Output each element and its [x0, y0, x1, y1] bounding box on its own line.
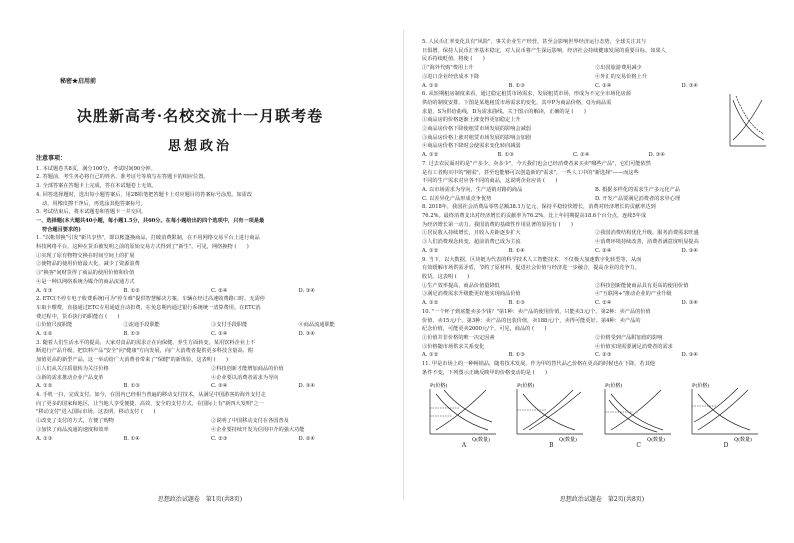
q1-line: 1. "以帐带换"引发"新共享热"，即以帐篷换商品，打破消费限制，在不用网络交易平台上进行商品: [36, 235, 260, 242]
choice-a[interactable]: A. ①②: [36, 383, 53, 390]
q3-line: 3. 随着人们生活水平的提高，大家对食品的需求正在向保健、养生方面转变。某用饮料企业上不: [36, 339, 256, 346]
option: ①人们从关注质量转为关注价格: [36, 365, 109, 372]
q9-options: [422, 282, 768, 299]
choice-b[interactable]: B. ①③: [123, 331, 140, 338]
note-line: 3. 全部答案在答题卡上完成，答在本试题卷上无效。: [36, 183, 157, 190]
option: ④消费环境持续改善，消费者满意度明显提高: [595, 239, 699, 246]
subject-title: 思想政治: [167, 139, 232, 154]
option: ④商品房价格下降时会使需求变化转向减弱: [422, 143, 521, 150]
q7-line: 是有工者购买中的"刚需"，甚至也能够可以创造新的"需求"，一些人工中的"新选择"——而这些: [422, 169, 639, 176]
graph-label: A: [461, 442, 467, 450]
q3-choices: [36, 382, 386, 391]
choice-c[interactable]: C. ②④: [595, 300, 612, 307]
q4-options: [36, 417, 386, 434]
q11-graphs: [422, 380, 768, 451]
q9-choices: [422, 299, 768, 308]
q10-line: 价值，卖15元/个。第3种：卖产品的包装价值，卖188元/个，卖得可能更好。第4种：卖产品的: [422, 317, 641, 324]
choice-d[interactable]: D. ③④: [298, 383, 316, 390]
choice-d[interactable]: D. ③④: [681, 300, 699, 307]
q7-line: 不同的生产需求对应各不同的商品，这说明企业应该 ( ): [422, 178, 558, 185]
q2-line: 车取卡缴费，直接通过ETC专用通道自动扣费，在免息期内通过银行系统统一清算费用。在ETC消: [36, 304, 261, 311]
choice-b[interactable]: B. 根据多样化的需求生产多元化产品: [595, 186, 680, 193]
q8-line: 76.2%。最终消费支出对经济增长的贡献率为76.2%，比上年同期提高18.6个百分点，连续5年成: [422, 213, 647, 220]
graph-ylabel: P(价格): [517, 383, 535, 390]
q1-option: ②使物品的使用价值最大化，减少了资源浪费: [36, 261, 140, 268]
q6-text: [422, 90, 724, 160]
page-1-body: [36, 155, 386, 443]
q11-line: 条件不变，下列图示正确反映甲的价格变动的是 ( ): [422, 369, 548, 376]
q1-option: ③"换客"间财货得了商品的使用价值和价值: [36, 270, 135, 277]
q6-choices: [422, 151, 724, 160]
q6-block: [422, 90, 768, 160]
q4-line: 向了更多的国家和地区，让当地人享受便捷、高效、安全的支付方式，在国际上有"新四大发明"之一: [36, 400, 264, 407]
note-line: 4. 回答选择题时，选出每小题答案后，用2B铅笔把答题卡上对应题目的答案标号涂黑。如需改: [36, 191, 253, 198]
option: ④商品流通职能: [298, 322, 335, 329]
choice-a[interactable]: A. 以市场需求为导向，生产适销对路的商品: [422, 186, 523, 193]
choice-b[interactable]: B. ①③: [508, 352, 525, 359]
choice-a[interactable]: A. ①②: [36, 331, 53, 338]
option: ①价值尺度职能: [36, 322, 73, 329]
graph-d[interactable]: [684, 380, 768, 451]
q5-line: 5. 人民币汇率变化具有"风险"，事关企业生产经营，甚至会影响世界经济运行态势，全球关注其与: [422, 39, 647, 45]
option: ③支付手段职能: [211, 322, 248, 329]
choice-c[interactable]: C. ②④: [211, 287, 228, 294]
choice-c[interactable]: C. 以差异化产品形成竞争优势: [422, 195, 492, 202]
q7-line: 7. 过去农民面对的是"产多少、卖多少"，今天我们也会已经消费者来买卖"哪些产品"，它们可能依然: [422, 160, 651, 167]
choice-a[interactable]: A. ①③: [36, 287, 53, 294]
secret-mark: 秘密★启用前: [60, 78, 97, 85]
section-heading-cont: 符合题目要求的): [42, 226, 81, 233]
choice-a[interactable]: A. ①③: [36, 435, 53, 442]
q8-line: 8. 2018年，我国社会消费品零售总额38.1万亿元，保持平稳较快增长，消费对经济增长的贡献率达到: [422, 204, 656, 211]
choice-c[interactable]: C. ②④: [211, 331, 228, 338]
q10-line: 10. "一个杯子到底能卖多少钱？"第1种：卖产品的使用价值，只能卖3元/个。第2种：卖产品的价值: [422, 308, 651, 315]
choice-d[interactable]: D. ③④: [681, 352, 699, 359]
choice-b[interactable]: B. ①③: [123, 383, 140, 390]
option: ①居民收入持续增长，且收入差距逐步扩大: [422, 230, 521, 237]
option: ①生产效率提高，商品价值量降低: [422, 282, 500, 289]
note-line: 动，用橡皮擦干净后，再选涂其他答案标号。: [42, 200, 146, 207]
option: ③加快了商品流通的速度和效率: [36, 426, 109, 433]
page-2-body: [422, 38, 768, 451]
choice-d[interactable]: D. ②④: [298, 435, 316, 442]
q5-options: [422, 64, 768, 81]
option: ④企业要持续开发为信用中介的强大功能: [211, 426, 305, 433]
q1-option: ①实现了原有物物交换在时间空间上的扩展: [36, 252, 135, 259]
price-quantity-graph: [597, 380, 681, 442]
choice-b[interactable]: B. ①④: [508, 247, 525, 254]
q3-options: [36, 365, 386, 382]
notes-heading: 注意事项：: [36, 155, 67, 162]
q6-line: 供给的制度安排。下图是某地租赁市场需求的变化，其中P为商品价格，Q为商品需: [422, 99, 612, 106]
choice-d[interactable]: D. ③④: [681, 247, 699, 254]
option: ③价格随市场供求关系变化: [422, 343, 485, 350]
q5-choices: [422, 82, 768, 91]
note-line: 5. 考试结束后，将本试题卷和答题卡一并交回。: [36, 209, 147, 216]
q4-line: 4. 手机一扫，完成支付。如今，在国内已经相当普遍的移动支付技术，从满足中国游客的海外支付走: [36, 391, 266, 398]
q3-line: 加值更高的新型产品，这一举动给广大消费者带来了"保健"的新体验。这表明 ( ): [36, 357, 229, 364]
note-line: 1. 本试题卷共8页，满分100分，考试时间90分钟。: [36, 165, 156, 172]
option: ②科技创新能使商品具有更高的使用价值: [595, 282, 689, 289]
q1-choices: [36, 287, 386, 296]
graph-xlabel: Q(数量): [559, 437, 578, 443]
q6-supply-demand-graph: [724, 90, 768, 152]
q2-options: [36, 321, 386, 330]
choice-d[interactable]: D. 开发产品要满足消费者的求异心理: [595, 195, 681, 202]
page-1-footer: 思想政治试题卷 第1页(共8页): [157, 496, 243, 503]
page-2-footer: 思想政治试题卷 第2页(共8页): [559, 496, 645, 503]
choice-b[interactable]: B. ①③: [497, 152, 514, 159]
option: ②科技创新才能增加商品的价值: [211, 365, 284, 372]
q11-line: 11. 甲是市场上的一种畅销品，随着技术发展，作为甲的替代品乙价格在更高的时候也在下降。若其他: [422, 361, 655, 368]
graph-ylabel: P(价格): [604, 383, 622, 390]
choice-a[interactable]: A. ①②: [422, 152, 439, 159]
q2-line: 2. ETC(不停车电子收费系统)可为"停车难"提供智慧解决方案。车辆在经过高速收费路口时，无需停: [36, 296, 265, 303]
option: ②流通手段职能: [123, 322, 160, 329]
option: ②我国消费结构优化升级，服务消费需求旺盛: [595, 230, 699, 237]
q1-option: ④是一种以网络系统为媒介的商品流通方式: [36, 278, 135, 285]
choice-d[interactable]: D. ③④: [298, 331, 316, 338]
graph-label: C: [636, 442, 641, 450]
q6-line: 求量，S为供给曲线，D为需求曲线。关于图示的解读，正确的是 ( ): [422, 108, 586, 115]
graph-b[interactable]: [509, 380, 593, 451]
graph-label: B: [549, 442, 554, 450]
q8-choices: [422, 247, 768, 256]
option: ①改变了支付的方式，方便了购物: [36, 418, 114, 425]
q8-line: 为经济增长第一动力。我国消费的基础性作用显著的原因有 ( ): [422, 221, 573, 228]
option: ①价值并非价格的唯一决定因素: [422, 334, 495, 341]
option: ①商品房的价格逐渐上涨变得更加稳定上升: [422, 117, 521, 124]
option: ②商品房价格下降使租赁市场发展的影响会减弱: [422, 126, 531, 133]
option: ④企业要以消费者需求为导向: [211, 374, 279, 381]
q4-line: "移动支付"进入国际市场。这表明，移动支付 ( ): [36, 409, 156, 416]
graph-ylabel: P(价格): [430, 383, 448, 390]
page-fold: [403, 30, 404, 500]
q4-choices: [36, 435, 386, 444]
option: ②价格受到产品附加值的影响: [595, 334, 663, 341]
choice-d[interactable]: D. ③④: [298, 287, 316, 294]
choice-c[interactable]: C. ②③: [211, 435, 228, 442]
option: ③新的需求推动企业产品变革: [36, 374, 104, 381]
graph-c[interactable]: [597, 380, 681, 451]
choice-c[interactable]: C. ②④: [211, 383, 228, 390]
note-line: 2. 答题前，考生务必将自己的姓名、准考证号等填写在答题卡的相应位置。: [36, 174, 209, 181]
choice-c[interactable]: C. ①④: [595, 82, 612, 89]
option: ③进口企业经营成本下降: [422, 73, 480, 80]
choice-c[interactable]: C. ②④: [595, 247, 612, 254]
q8-options: [422, 229, 768, 246]
choice-b[interactable]: B. ①③: [508, 82, 525, 89]
choice-b[interactable]: B. ①④: [123, 435, 140, 442]
choice-b[interactable]: B. ①③: [508, 300, 525, 307]
choice-a[interactable]: A. ①②: [422, 82, 439, 89]
option: ④价值实现需要满足消费者的需求: [595, 343, 673, 350]
choice-d[interactable]: D. ③④: [648, 152, 666, 159]
choice-a[interactable]: A. ①②: [422, 352, 439, 359]
choice-a[interactable]: A. ①②: [422, 300, 439, 307]
price-quantity-graph: [422, 380, 506, 442]
option: ②说明了中国移动支付在各国普及: [211, 418, 289, 425]
q3-line: 断进行产品升级，把饮料产品"安全"向"健康"方向发展，向广大消费者提供更多科技含量高、附: [36, 348, 254, 355]
choice-b[interactable]: B. ①②: [123, 287, 140, 294]
page-2: [410, 0, 794, 543]
q9-line: 有效缓解市场供需矛盾，节约了原材料，促进社会价值与经济进一步融合，提高企业的竞争力。: [422, 265, 640, 272]
price-quantity-graph: [684, 380, 768, 442]
option: ③满足消费需求升级能更好地实现商品价值: [422, 291, 521, 298]
option: ④外汇的交易价格上升: [595, 73, 647, 80]
graph-xlabel: Q(数量): [646, 437, 665, 443]
q10-line: 纪念价值，可能更卖2000元/个。可见，商品的 ( ): [422, 326, 547, 333]
q9-line: 9. 当下，以大数据、区块链为代表的科学技术人工智能技术、不仅极大加速数字化转型等，从而: [422, 256, 642, 263]
q5-line: 民币持续贬值，将使 ( ): [422, 56, 485, 63]
q7-choices: [422, 186, 768, 203]
option: ④"互联网+"推动企业的产业升级: [595, 291, 672, 298]
choice-a[interactable]: A. ①②: [422, 247, 439, 254]
graph-label: D: [723, 442, 729, 450]
option: ③人们消费观念转变，超前消费已成为主流: [422, 239, 521, 246]
section-heading: 一、选择题(本大题共40小题，每小题1.5分，共60分。在每小题给出的四个选项中，只有一项是最: [36, 217, 265, 224]
q9-line: 收货。这表明 ( ): [422, 273, 470, 280]
q10-options: [422, 334, 768, 351]
choice-d[interactable]: D. ③④: [681, 82, 699, 89]
exam-title: 决胜新高考·名校交流十一月联考卷: [76, 107, 324, 125]
q10-choices: [422, 351, 768, 360]
q6-line: 6. 从短期租房制度来看，通过稳定租赁市场需求，发展租赁市场，形成为不完全市场化房源: [422, 91, 631, 98]
q5-line: 日俱增。保持人民币汇率基本稳定，对人民币将产生深远影响，经济社会持续健康发展的重要目标。如果人: [422, 47, 666, 54]
graph-xlabel: Q(数量): [472, 437, 491, 443]
choice-c[interactable]: C. ②③: [595, 352, 612, 359]
choice-c[interactable]: C. ②④: [573, 152, 590, 159]
graph-ylabel: P(价格): [691, 383, 710, 390]
option: ②出国旅游费用减少: [595, 65, 642, 72]
q2-line: 费过程中，货币执行的职能有 ( ): [36, 313, 120, 320]
graph-xlabel: Q(数量): [733, 437, 752, 443]
graph-a[interactable]: [422, 380, 506, 451]
q2-choices: [36, 330, 386, 339]
q1-line: 科技网络平台，这种在货币被发明之前的原始交易方式得到了"新生"。可见，网络换物 ( ): [36, 244, 249, 251]
price-quantity-graph: [509, 380, 593, 442]
option: ③商品房价格上涨对租赁市场发展的影响会加剧: [422, 134, 531, 141]
option: ①"海外代购"费用上升: [422, 65, 474, 72]
